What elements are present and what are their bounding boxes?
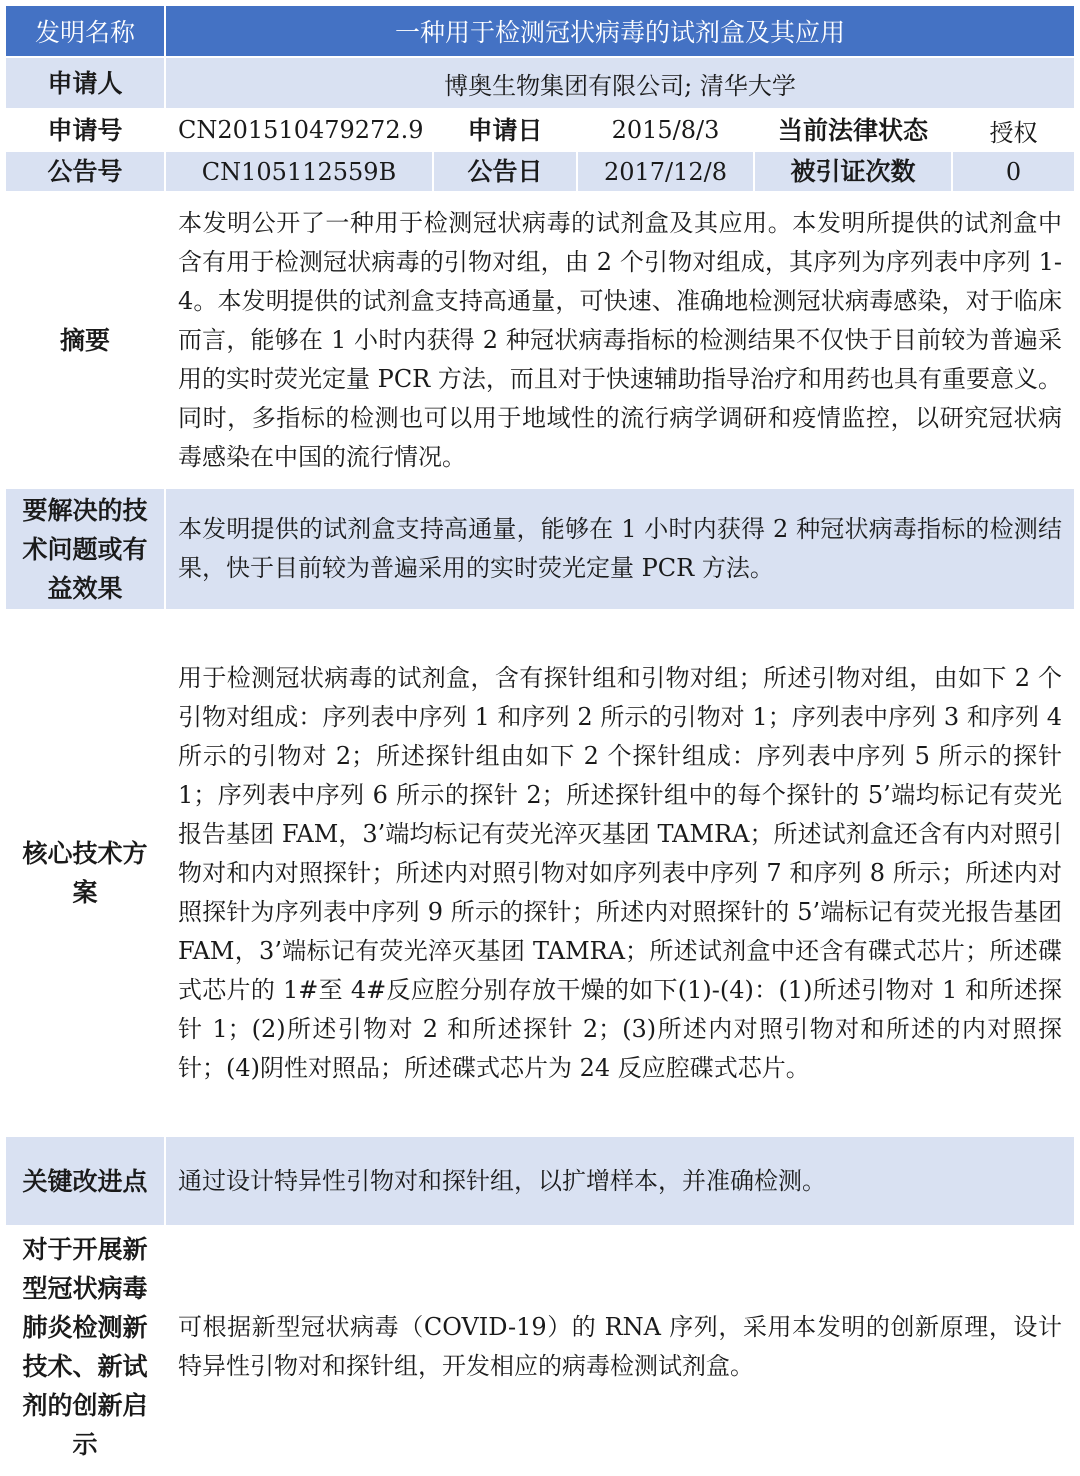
inspiration-text: 可根据新型冠状病毒（COVID-19）的 RNA 序列，采用本发明的创新原理，设计特异性引物对和探针组，开发相应的病毒检测试剂盒。 <box>165 1226 1075 1468</box>
core-solution-label: 核心技术方案 <box>5 610 165 1136</box>
improvement-label: 关键改进点 <box>5 1136 165 1226</box>
problem-text: 本发明提供的试剂盒支持高通量，能够在 1 小时内获得 2 种冠状病毒指标的检测结果，快于目前较为普遍采用的实时荧光定量 PCR 方法。 <box>165 488 1075 610</box>
core-solution-text: 用于检测冠状病毒的试剂盒，含有探针组和引物对组；所述引物对组，由如下 2 个引物对组成：序列表中序列 1 和序列 2 所示的引物对 1；序列表中序列 3 和序列 4 所示的引物对 2；所述探针组由如下 2 个探针组成：序列表中序列 5 所示的探针 1；序列表中序列 6 所示的探针 2；所述探针组中的每个探针的 5’端均标记有荧光报告基团 FAM，3’端均标记有荧光淬灭基团 TAMRA；所述试剂盒还含有内对照引物对和内对照探针；所述内对照引物对如序列表中序列 7 和序列 8 所示；所述内对照探针为序列表中序列 9 所示的探针；所述内对照探针的 5’端标记有荧光报告基团 FAM，3’端标记有荧光淬灭基团 TAMRA；所述试剂盒中还含有碟式芯片；所述碟式芯片的 1#至 4#反应腔分别存放干燥的如下(1)-(4)：(1)所述引物对 1 和所述探针 1；(2)所述引物对 2 和所述探针 2；(3)所述内对照引物对和所述的内对照探针；(4)阴性对照品；所述碟式芯片为 24 反应腔碟式芯片。 <box>165 610 1075 1136</box>
legal-status-label: 当前法律状态 <box>754 109 952 151</box>
applicant-row <box>5 57 1075 109</box>
cited-count-label: 被引证次数 <box>754 151 952 192</box>
abstract-text: 本发明公开了一种用于检测冠状病毒的试剂盒及其应用。本发明所提供的试剂盒中含有用于检测冠状病毒的引物对组，由 2 个引物对组成，其序列为序列表中序列 1- 4。本发明提供的试剂盒支持高通量，可快速、准确地检测冠状病毒感染，对于临床而言，能够在 1 小时内获得 2 种冠状病毒指标的检测结果不仅快于目前较为普遍采用的实时荧光定量 PCR 方法，而且对于快速辅助指导治疗和用药也具有重要意义。同时，多指标的检测也可以用于地域性的流行病学调研和疫情监控，以研究冠状病毒感染在中国的流行情况。 <box>165 192 1075 488</box>
patent-info-table <box>4 4 1076 1469</box>
application-no-label: 申请号 <box>5 109 165 151</box>
publication-no-value: CN105112559B <box>165 151 433 192</box>
improvement-row <box>5 1136 1075 1226</box>
inspiration-row <box>5 1226 1075 1468</box>
publication-row <box>5 151 1075 192</box>
inspiration-label: 对于开展新型冠状病毒肺炎检测新技术、新试剂的创新启示 <box>5 1226 165 1468</box>
publication-date-label: 公告日 <box>433 151 577 192</box>
application-no-value: CN201510479272.9 <box>165 109 433 151</box>
invention-name-label: 发明名称 <box>5 5 165 57</box>
applicant-value: 博奥生物集团有限公司; 清华大学 <box>165 57 1075 109</box>
application-date-value: 2015/8/3 <box>577 109 754 151</box>
abstract-row <box>5 192 1075 488</box>
legal-status-value: 授权 <box>952 109 1075 151</box>
abstract-label: 摘要 <box>5 192 165 488</box>
publication-date-value: 2017/12/8 <box>577 151 754 192</box>
title-row <box>5 5 1075 57</box>
application-date-label: 申请日 <box>433 109 577 151</box>
improvement-text: 通过设计特异性引物对和探针组，以扩增样本，并准确检测。 <box>165 1136 1075 1226</box>
problem-row <box>5 488 1075 610</box>
problem-label: 要解决的技术问题或有益效果 <box>5 488 165 610</box>
publication-no-label: 公告号 <box>5 151 165 192</box>
invention-title: 一种用于检测冠状病毒的试剂盒及其应用 <box>165 5 1075 57</box>
application-row <box>5 109 1075 151</box>
cited-count-value: 0 <box>952 151 1075 192</box>
applicant-label: 申请人 <box>5 57 165 109</box>
core-solution-row <box>5 610 1075 1136</box>
